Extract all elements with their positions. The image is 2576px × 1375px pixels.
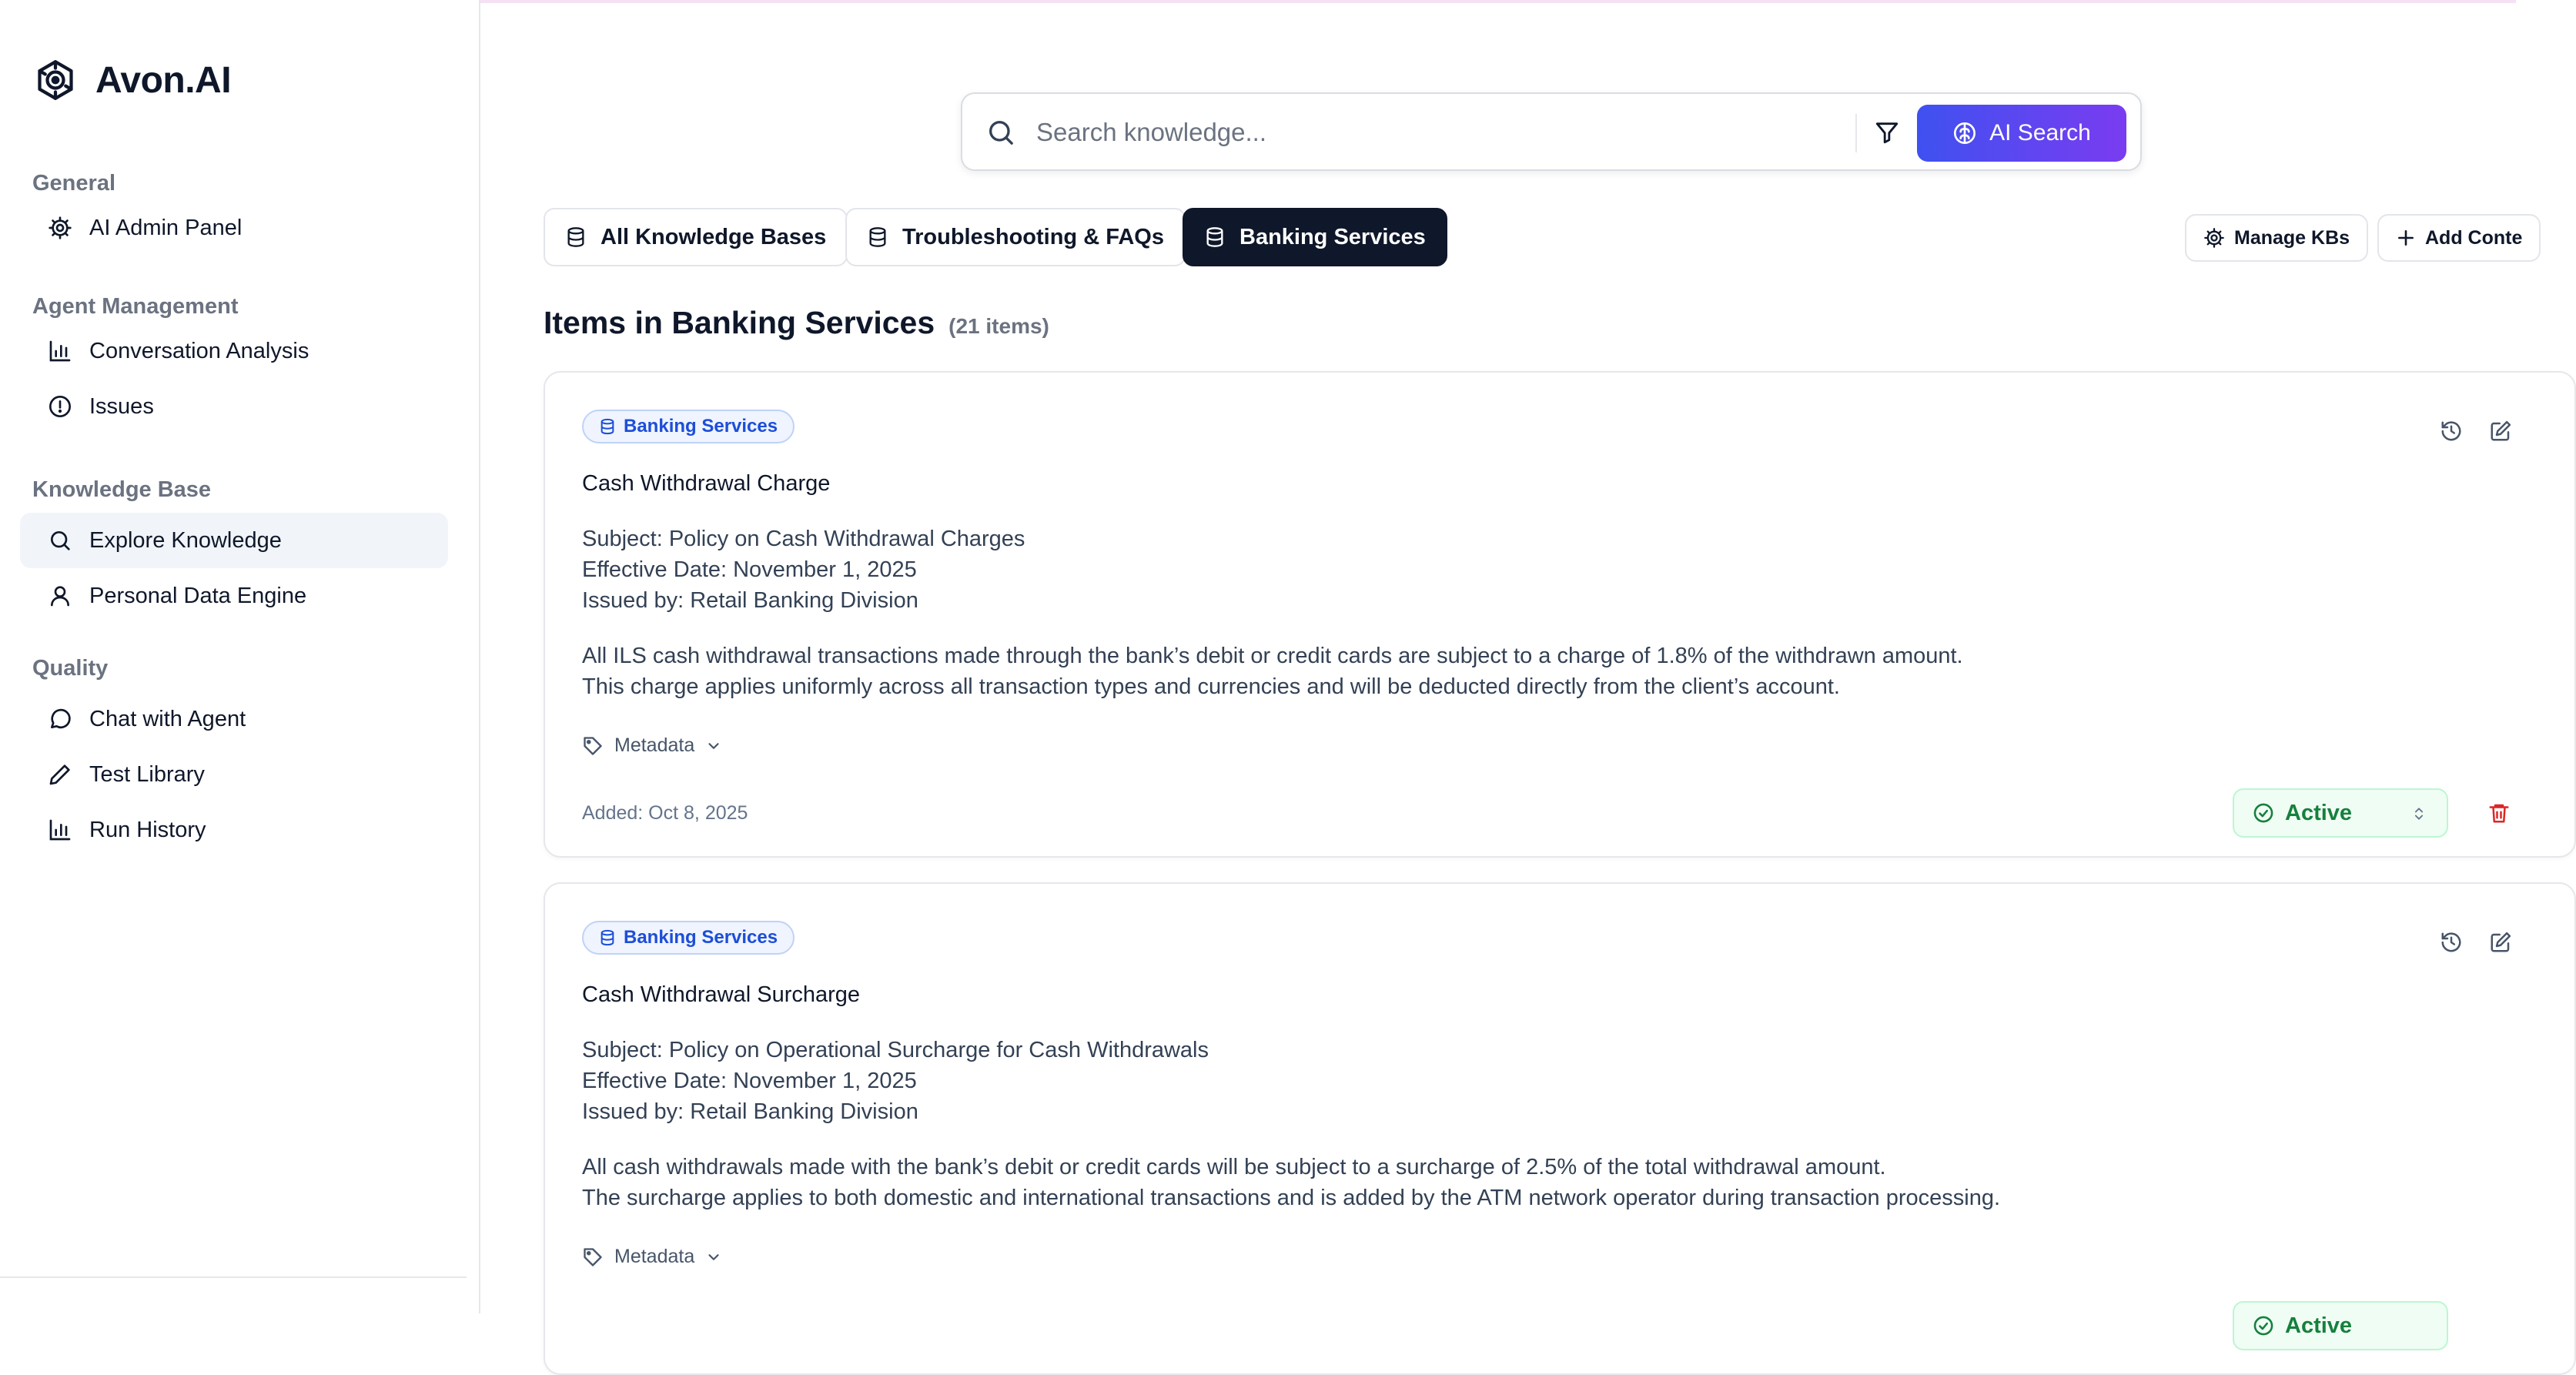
metadata-toggle[interactable]	[582, 1246, 722, 1268]
edit-icon	[2489, 931, 2512, 954]
sidebar-footer-divider	[0, 1276, 467, 1278]
item-subject: Subject: Policy on Cash Withdrawal Charges	[582, 527, 1025, 551]
manage-kbs-label: Manage KBs	[2234, 226, 2350, 249]
sidebar	[0, 0, 480, 1313]
sidebar-item-label: Conversation Analysis	[89, 338, 309, 363]
kb-badge	[582, 410, 795, 443]
sidebar-item-label: AI Admin Panel	[89, 215, 243, 240]
section-label-agent-management: Agent Management	[32, 294, 239, 319]
item-body-line: All cash withdrawals made with the bank’s debit or credit cards will be subject to a surcharge of 2.5% of the total withdrawal amount.	[582, 1155, 1886, 1179]
alert-circle-icon	[48, 394, 72, 419]
sidebar-item-run-history[interactable]	[20, 802, 448, 858]
bar-chart-icon	[48, 818, 72, 842]
item-title: Cash Withdrawal Surcharge	[582, 982, 861, 1007]
metadata-label: Metadata	[614, 734, 695, 756]
database-icon	[867, 226, 888, 248]
brand[interactable]	[32, 57, 231, 103]
item-effective-date: Effective Date: November 1, 2025	[582, 1069, 917, 1093]
item-body-line: This charge applies uniformly across all transaction types and currencies and will be deducted directly from the client’s account.	[582, 674, 1840, 699]
sidebar-item-ai-admin-panel[interactable]	[20, 200, 448, 256]
sidebar-item-issues[interactable]	[20, 379, 448, 434]
pencil-icon	[48, 762, 72, 787]
item-issuer: Issued by: Retail Banking Division	[582, 1099, 918, 1124]
add-content-button[interactable]	[2377, 214, 2541, 262]
status-label: Active	[2285, 800, 2353, 825]
section-label-general: General	[32, 171, 115, 196]
search-icon	[48, 528, 72, 553]
tab-all-knowledge-bases[interactable]	[544, 208, 848, 266]
database-icon	[599, 929, 616, 946]
ai-search-button[interactable]	[1917, 105, 2126, 162]
user-icon	[48, 584, 72, 608]
item-effective-date: Effective Date: November 1, 2025	[582, 557, 917, 582]
sidebar-item-conversation-analysis[interactable]	[20, 323, 448, 379]
item-issuer: Issued by: Retail Banking Division	[582, 588, 918, 613]
item-meta	[582, 524, 1025, 616]
check-circle-icon	[2253, 1315, 2274, 1337]
metadata-label: Metadata	[614, 1246, 695, 1267]
tab-label: Banking Services	[1239, 224, 1426, 249]
search-bar	[961, 92, 2142, 171]
database-icon	[565, 226, 587, 248]
sidebar-item-label: Chat with Agent	[89, 706, 246, 731]
gear-icon	[48, 216, 72, 240]
ai-search-label: AI Search	[1989, 120, 2091, 146]
sidebar-item-label: Explore Knowledge	[89, 527, 282, 553]
knowledge-item-card	[544, 882, 2576, 1375]
filter-button[interactable]	[1860, 105, 1914, 160]
kb-badge-label: Banking Services	[624, 416, 778, 437]
filter-icon	[1874, 119, 1900, 146]
item-meta	[582, 1035, 1209, 1127]
metadata-toggle[interactable]	[582, 734, 722, 757]
items-heading	[544, 305, 1049, 341]
sidebar-item-label: Issues	[89, 393, 154, 419]
history-button[interactable]	[2436, 416, 2467, 447]
sidebar-item-label: Run History	[89, 817, 206, 842]
database-icon	[1204, 226, 1226, 248]
status-select[interactable]	[2233, 1301, 2448, 1350]
kb-badge	[582, 921, 795, 955]
section-label-quality: Quality	[32, 656, 109, 681]
plus-icon	[2396, 228, 2416, 248]
kb-badge-label: Banking Services	[624, 927, 778, 948]
sidebar-item-personal-data-engine[interactable]	[20, 568, 448, 624]
sidebar-item-label: Test Library	[89, 761, 205, 787]
add-content-label: Add Conte	[2425, 226, 2523, 249]
item-body	[582, 1152, 2000, 1213]
section-label-knowledge-base: Knowledge Base	[32, 477, 212, 502]
history-icon	[2440, 420, 2463, 443]
search-icon	[985, 117, 1016, 148]
status-label: Active	[2285, 1313, 2353, 1338]
logo-icon	[32, 57, 79, 103]
trash-icon	[2487, 801, 2511, 825]
items-count: (21 items)	[948, 314, 1049, 338]
history-icon	[2440, 931, 2463, 954]
tag-icon	[582, 1246, 604, 1268]
search-divider	[1855, 114, 1857, 152]
item-body-line: The surcharge applies to both domestic and international transactions and is added by the ATM network operator during transaction processing.	[582, 1186, 2001, 1210]
manage-kbs-button[interactable]	[2185, 214, 2368, 262]
edit-button[interactable]	[2485, 927, 2516, 958]
bar-chart-icon	[48, 339, 72, 363]
chevron-down-icon	[705, 738, 722, 754]
added-date: Added: Oct 8, 2025	[582, 802, 748, 824]
brand-name: Avon.AI	[95, 59, 232, 101]
item-body-line: All ILS cash withdrawal transactions made through the bank’s debit or credit cards are subject to a charge of 1.8% of the withdrawn amount.	[582, 644, 1963, 668]
sidebar-item-test-library[interactable]	[20, 747, 448, 802]
sidebar-item-label: Personal Data Engine	[89, 583, 307, 608]
check-circle-icon	[2253, 802, 2274, 824]
chevron-down-icon	[705, 1249, 722, 1266]
chat-bubble-icon	[48, 707, 72, 731]
tag-icon	[582, 735, 604, 757]
sidebar-item-chat-with-agent[interactable]	[20, 691, 448, 747]
database-icon	[599, 418, 616, 435]
knowledge-item-card	[544, 371, 2576, 858]
brain-icon	[1952, 121, 1977, 146]
tab-troubleshooting-faqs[interactable]	[845, 208, 1186, 266]
history-button[interactable]	[2436, 927, 2467, 958]
tab-label: All Knowledge Bases	[601, 224, 827, 249]
sidebar-item-explore-knowledge[interactable]	[20, 513, 448, 568]
edit-icon	[2489, 420, 2512, 443]
tab-banking-services[interactable]	[1183, 208, 1447, 266]
delete-button[interactable]	[2484, 798, 2514, 828]
edit-button[interactable]	[2485, 416, 2516, 447]
item-body	[582, 641, 1963, 702]
gear-icon	[2203, 227, 2225, 249]
page-title: Items in Banking Services	[544, 305, 935, 340]
item-title: Cash Withdrawal Charge	[582, 471, 831, 496]
status-select[interactable]	[2233, 788, 2448, 838]
chevron-updown-icon	[2411, 805, 2427, 822]
item-subject: Subject: Policy on Operational Surcharge for Cash Withdrawals	[582, 1038, 1209, 1062]
tab-label: Troubleshooting & FAQs	[902, 224, 1164, 249]
